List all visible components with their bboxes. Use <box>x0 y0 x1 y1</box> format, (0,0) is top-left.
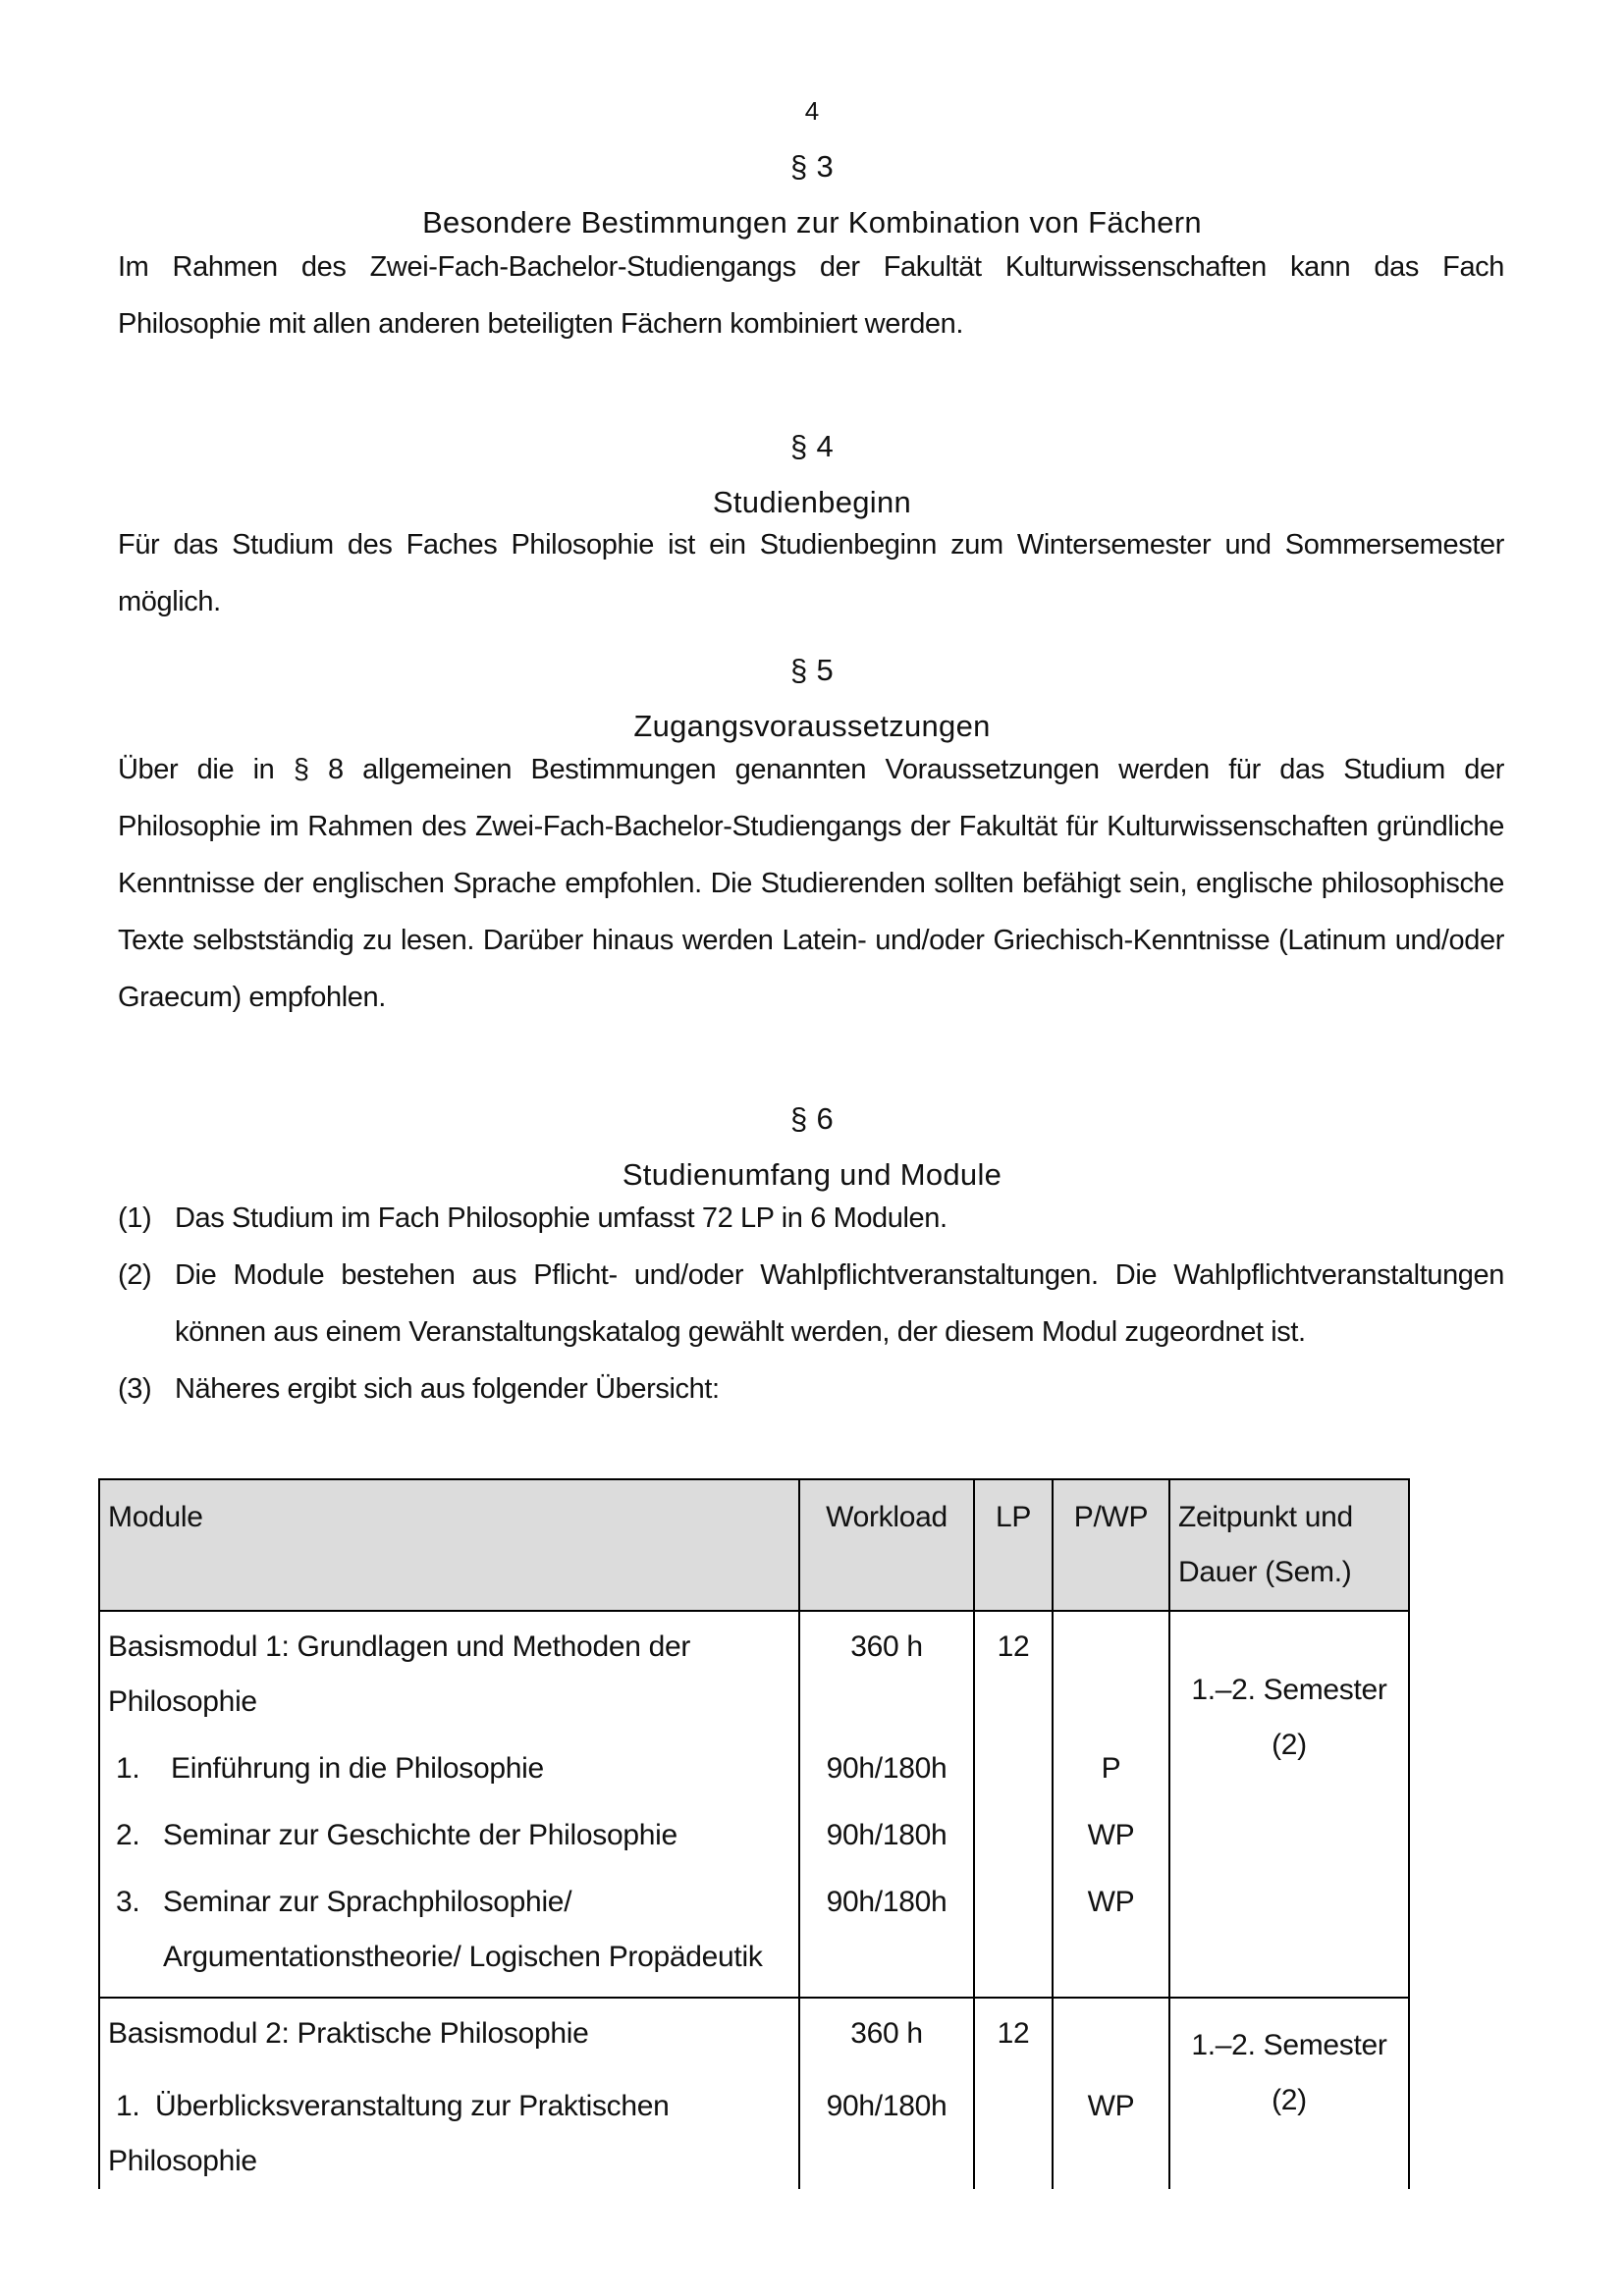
module-cell <box>99 1998 799 2189</box>
course-workload: 90h/180h <box>826 1886 947 1918</box>
zeitpunkt-semester: 1.–2. Semester <box>1191 2029 1387 2061</box>
zeitpunkt-cell <box>1169 1611 1409 1998</box>
header-workload: Workload <box>799 1479 974 1611</box>
course-row <box>108 1875 790 1930</box>
header-zeitpunkt-line2: Dauer (Sem.) <box>1178 1556 1352 1588</box>
workload-cell <box>799 1611 974 1998</box>
module-title-line2: Philosophie <box>108 1685 257 1718</box>
course-workload: 90h/180h <box>826 2090 947 2122</box>
list-item-text: Die Module bestehen aus Pflicht- und/oder Wahlpflichtveranstaltungen. Die Wahlpflichtveranstaltungen können aus einem Veranstaltungskatalog gewählt werden, der diesem Modul zugeordnet ist. <box>175 1259 1504 1348</box>
course-row <box>108 1741 790 1796</box>
course-name: Einführung in die Philosophie <box>171 1752 544 1785</box>
header-pwp: P/WP <box>1053 1479 1169 1611</box>
lp-cell <box>974 1998 1053 2189</box>
course-row <box>108 1808 790 1863</box>
module-lp: 12 <box>997 2017 1030 2050</box>
module-table <box>98 1478 1410 2189</box>
module-title-line1: Basismodul 2: Praktische Philosophie <box>108 2017 589 2050</box>
section-6-symbol: § 6 <box>790 1101 834 1136</box>
section-3-symbol: § 3 <box>790 149 834 184</box>
section-3-text: Im Rahmen des Zwei-Fach-Bachelor-Studiengangs der Fakultät Kulturwissenschaften kann das Fach Philosophie mit allen anderen beteiligten Fächern kombiniert werden. <box>118 251 1504 340</box>
course-row <box>108 2079 790 2189</box>
list-item <box>118 1247 1504 1361</box>
list-item-text: Näheres ergibt sich aus folgender Übersicht: <box>175 1373 720 1405</box>
course-workload: 90h/180h <box>826 1819 947 1851</box>
course-name: Seminar zur Geschichte der Philosophie <box>163 1819 677 1851</box>
course-name: Seminar zur Sprachphilosophie/ <box>163 1886 572 1918</box>
course-number: 1. <box>116 1752 140 1785</box>
course-number: 1. <box>116 2090 140 2122</box>
table-row <box>99 1611 1409 1998</box>
pwp-cell <box>1053 1998 1169 2189</box>
section-6-title: Studienumfang und Module <box>622 1157 1002 1192</box>
header-zeitpunkt <box>1169 1479 1409 1611</box>
module-cell <box>99 1611 799 1998</box>
module-lp: 12 <box>997 1630 1030 1663</box>
list-item <box>118 1361 1504 1417</box>
course-workload: 90h/180h <box>826 1752 947 1785</box>
page-number: 4 <box>804 96 820 126</box>
list-item-text: Das Studium im Fach Philosophie umfasst 72 LP in 6 Modulen. <box>175 1202 947 1234</box>
zeitpunkt-semester: 1.–2. Semester <box>1191 1674 1387 1706</box>
section-4-symbol: § 4 <box>790 429 834 463</box>
header-module: Module <box>99 1479 799 1611</box>
section-5-text: Über die in § 8 allgemeinen Bestimmungen genannten Voraussetzungen werden für das Studium der Philosophie im Rahmen des Zwei-Fach-Bachelor-Studiengangs der Fakultät für Kulturwissenschaften gründliche Kenntnisse der englischen Sprache empfohlen. Die Studierenden sollten befähigt sein, englische philosophische Texte selbstständig zu lesen. Darüber hinaus werden Latein- und/oder Griechisch-Kenntnisse (Latinum und/oder Graecum) empfohlen. <box>118 754 1504 1013</box>
pwp-cell <box>1053 1611 1169 1998</box>
course-pwp: WP <box>1087 1886 1135 1918</box>
section-5-title: Zugangsvoraussetzungen <box>633 709 991 743</box>
zeitpunkt-cell <box>1169 1998 1409 2189</box>
lp-cell <box>974 1611 1053 1998</box>
course-pwp: WP <box>1087 1819 1135 1851</box>
table-header-row <box>99 1479 1409 1611</box>
section-4-text: Für das Studium des Faches Philosophie ist ein Studienbeginn zum Wintersemester und Sommersemester möglich. <box>118 529 1504 617</box>
workload-cell <box>799 1998 974 2189</box>
course-pwp: WP <box>1087 2090 1135 2122</box>
header-zeitpunkt-line1: Zeitpunkt und <box>1178 1501 1353 1533</box>
list-item-number: (1) <box>118 1202 152 1234</box>
course-number: 2. <box>116 1819 140 1851</box>
course-name: Überblicksveranstaltung zur Praktischen Philosophie <box>108 2090 670 2177</box>
course-pwp: P <box>1101 1752 1121 1785</box>
list-item-number: (3) <box>118 1373 152 1405</box>
module-workload: 360 h <box>850 2017 923 2050</box>
list-item-number: (2) <box>118 1259 152 1291</box>
course-name-continued: Argumentationstheorie/ Logischen Propädeutik <box>163 1941 763 1973</box>
section-4-title: Studienbeginn <box>712 485 912 519</box>
section-5-symbol: § 5 <box>790 653 834 687</box>
section-3-title: Besondere Bestimmungen zur Kombination von Fächern <box>422 205 1202 240</box>
table-row <box>99 1998 1409 2189</box>
header-lp: LP <box>974 1479 1053 1611</box>
course-number: 3. <box>116 1886 140 1918</box>
zeitpunkt-dauer: (2) <box>1272 2084 1307 2116</box>
module-title-line1: Basismodul 1: Grundlagen und Methoden der <box>108 1630 691 1663</box>
list-item <box>118 1190 1504 1247</box>
zeitpunkt-dauer: (2) <box>1272 1729 1307 1761</box>
module-workload: 360 h <box>850 1630 923 1663</box>
